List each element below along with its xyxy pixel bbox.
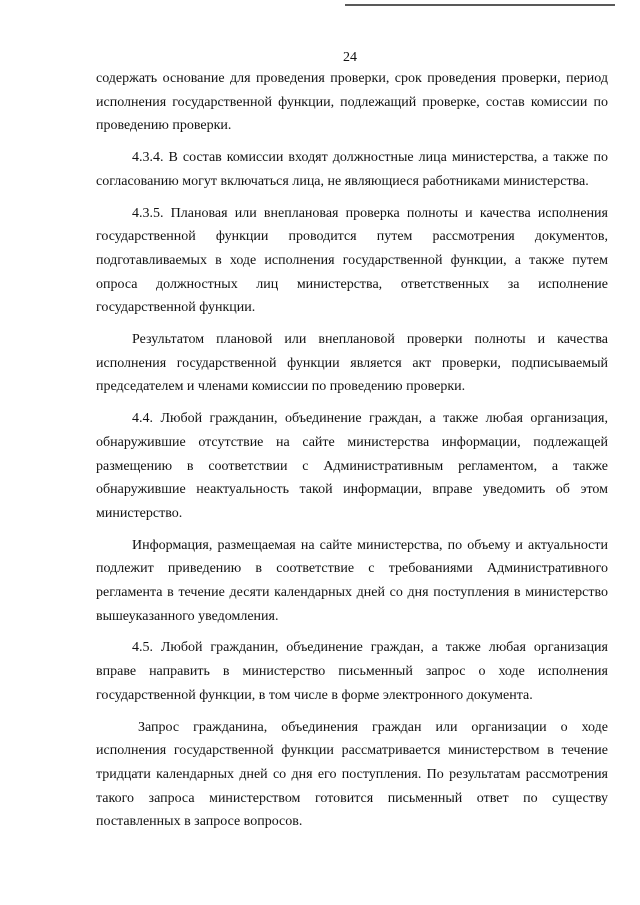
paragraph-4-3-5: 4.3.5. Плановая или внеплановая проверка полноты и качества исполнения государственной функции проводится путем рассмотрения документов, подготавливаемых в ходе исполнения государственной функции, а также путем опроса должностных лиц министерства, ответственных за исполнение государственной функции.	[96, 205, 608, 316]
scan-edge-line	[345, 4, 615, 6]
paragraph-4-4: 4.4. Любой гражданин, объединение граждан, а также любая организация, обнаружившие отсутствие на сайте министерства информации, подлежащей размещению в соответствии с Административным регламентом, а также обнаружившие неактуальность такой информации, вправе уведомить об этом министерство.	[96, 411, 608, 521]
paragraph-check-result: Результатом плановой или внеплановой проверки полноты и качества исполнения государственной функции является акт проверки, подписываемый председателем и членами комиссии по проведению проверки.	[96, 332, 608, 395]
page-number: 24	[343, 50, 357, 65]
paragraph-4-5: 4.5. Любой гражданин, объединение граждан, а также любая организация вправе направить в министерство письменный запрос о ходе исполнения государственной функции, в том числе в форме электронного документа.	[96, 640, 608, 703]
paragraph-continuation: содержать основание для проведения проверки, срок проведения проверки, период исполнения государственной функции, подлежащий проверке, состав комиссии по проведению проверки.	[96, 71, 608, 134]
document-body	[96, 67, 608, 842]
paragraph-site-information: Информация, размещаемая на сайте министерства, по объему и актуальности подлежит приведению в соответствие с требованиями Административного регламента в течение десяти календарных дней со дня поступления в министерство вышеуказанного уведомления.	[96, 537, 608, 624]
paragraph-4-3-4: 4.3.4. В состав комиссии входят должностные лица министерства, а также по согласованию могут включаться лица, не являющиеся работниками министерства.	[96, 150, 608, 189]
paragraph-request-review: Запрос гражданина, объединения граждан или организации о ходе исполнения государственной функции рассматривается министерством в течение тридцати календарных дней со дня его поступления. По результатам рассмотрения такого запроса министерством готовится письменный ответ по существу поставленных в запросе вопросов.	[96, 719, 608, 830]
